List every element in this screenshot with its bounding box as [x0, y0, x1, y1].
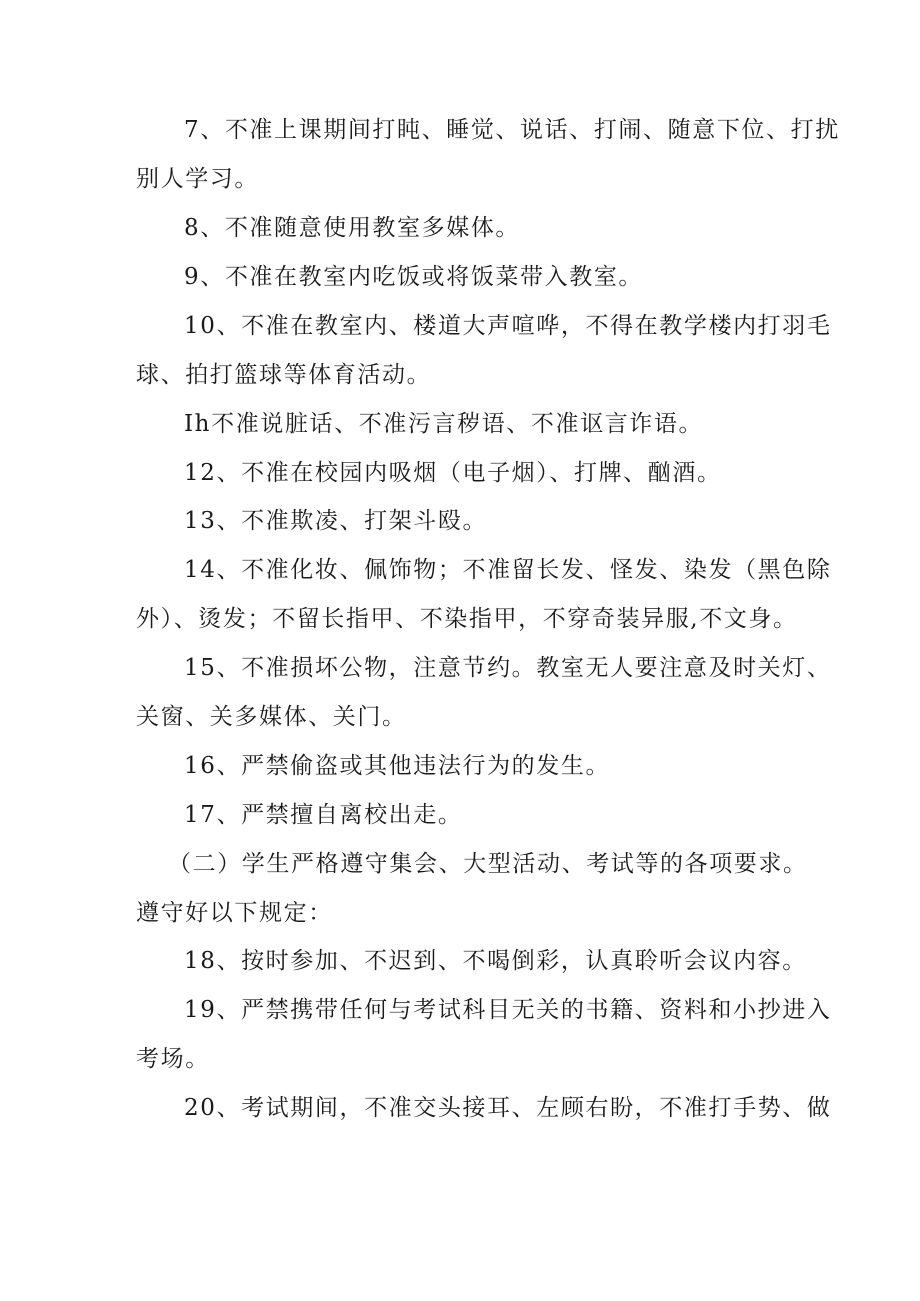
text-line: 12、不准在校园内吸烟（电子烟）、打牌、酗酒。 — [184, 460, 722, 486]
text-line: 外）、烫发；不留长指甲、不染指甲，不穿奇装异服,不文身。 — [136, 606, 798, 632]
text-line: 考场。 — [136, 1046, 210, 1072]
text-line: 遵守好以下规定： — [136, 900, 333, 926]
text-line: 8、不准随意使用教室多媒体。 — [184, 215, 521, 241]
text-line: 14、不准化妆、佩饰物；不准留长发、怪发、染发（黑色除 — [184, 557, 832, 583]
text-line: 9、不准在教室内吃饭或将饭菜带入教室。 — [184, 264, 644, 290]
text-line: 17、严禁擅自离校出走。 — [184, 802, 463, 828]
text-line: 7、不准上课期间打盹、睡觉、说话、打闹、随意下位、打扰 — [184, 117, 840, 143]
text-line: 13、不准欺凌、打架斗殴。 — [184, 508, 488, 534]
text-line: 18、按时参加、不迟到、不喝倒彩，认真聆听会议内容。 — [184, 948, 807, 974]
text-line: 20、考试期间，不准交头接耳、左顾右盼，不准打手势、做 — [184, 1095, 832, 1121]
text-line: 15、不准损坏公物，注意节约。教室无人要注意及时关灯、 — [184, 655, 832, 681]
text-line: （二）学生严格遵守集会、大型活动、考试等的各项要求。 — [168, 851, 808, 877]
text-line: Ih不准说脏话、不准污言秽语、不准讴言诈语。 — [184, 411, 704, 437]
text-line: 别人学习。 — [136, 166, 259, 192]
text-line: 球、拍打篮球等体育活动。 — [136, 362, 432, 388]
text-line: 19、严禁携带任何与考试科目无关的书籍、资料和小抄进入 — [184, 997, 832, 1023]
text-line: 16、严禁偷盗或其他违法行为的发生。 — [184, 753, 611, 779]
text-line: 关窗、关多媒体、关门。 — [136, 704, 407, 730]
text-line: 10、不准在教室内、楼道大声喧哗，不得在教学楼内打羽毛 — [184, 313, 832, 339]
